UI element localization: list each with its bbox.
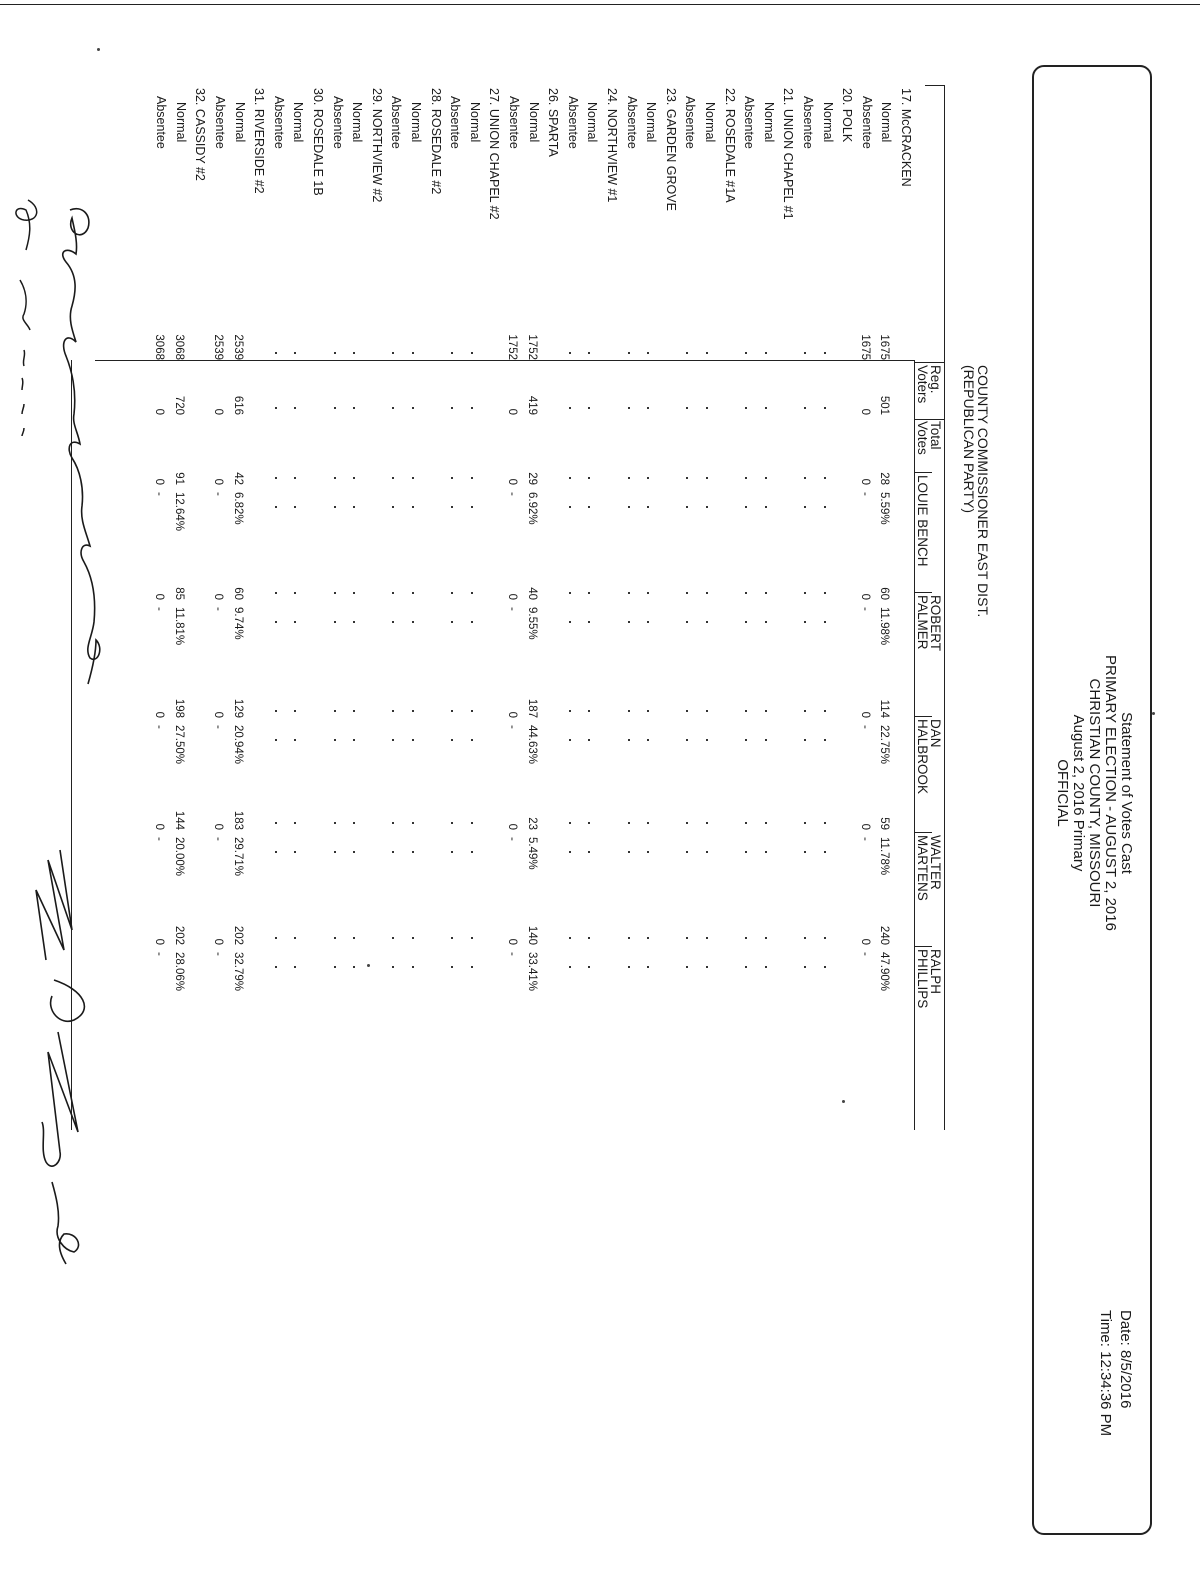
total-votes-cell: 616	[231, 395, 244, 415]
candidate-votes-cell: 183	[231, 810, 244, 830]
candidate-percent-cell: -	[506, 725, 518, 729]
candidate-percent-cell: -	[212, 952, 224, 956]
candidate-percent-cell: 11.98%	[878, 607, 891, 646]
candidate-votes-cell: 240	[878, 925, 891, 945]
candidate-percent-cell: 5.59%	[878, 492, 891, 525]
candidate-votes-cell: 0	[153, 938, 166, 945]
header-total-line1: Total	[928, 421, 943, 450]
candidate-percent-cell: 20.94%	[231, 725, 244, 765]
candidate-votes-cell: 0	[858, 711, 871, 718]
candidate-votes-cell: 85	[172, 587, 185, 600]
row-label-normal: Normal	[350, 102, 365, 143]
reg-voters-cell: 1752	[506, 334, 518, 360]
row-label-normal: Normal	[409, 102, 423, 143]
candidate-votes-cell: 59	[878, 817, 891, 830]
total-votes-cell: 720	[172, 395, 185, 415]
header-candidate-0-line0: LOUIE BENCH	[915, 475, 930, 567]
candidate-percent-cell: -	[506, 837, 518, 841]
candidate-percent-cell: -	[153, 837, 166, 841]
candidate-votes-cell: 28	[878, 472, 891, 485]
row-label-precinct: 29. NORTHVIEW #2	[369, 88, 384, 203]
candidate-votes-cell: 0	[506, 478, 518, 485]
candidate-percent-cell: -	[506, 492, 518, 496]
reg-voters-cell: 2539	[212, 334, 224, 360]
row-label-normal: Normal	[820, 102, 835, 143]
candidate-votes-cell: 0	[153, 823, 166, 830]
candidate-votes-cell: 202	[172, 925, 185, 945]
signature-3	[36, 850, 84, 1264]
candidate-percent-cell: -	[153, 607, 166, 611]
row-label-absentee: Absentee	[330, 96, 345, 149]
candidate-percent-cell: -	[212, 837, 224, 841]
row-label-absentee: Absentee	[801, 96, 815, 149]
row-label-normal: Normal	[761, 102, 776, 143]
row-label-absentee: Absentee	[742, 96, 757, 149]
reg-voters-cell: 2539	[231, 334, 244, 360]
row-label-absentee: Absentee	[154, 96, 169, 149]
candidate-percent-cell: 6.82%	[231, 492, 244, 525]
candidate-votes-cell: 0	[858, 593, 871, 600]
row-label-absentee: Absentee	[859, 96, 874, 149]
candidate-votes-cell: 60	[231, 587, 244, 600]
header-total-line2: Votes	[915, 421, 930, 455]
candidate-percent-cell: 47.90%	[878, 952, 891, 992]
total-votes-cell: 0	[858, 408, 871, 415]
report-date: Date: 8/5/2016	[1117, 1310, 1134, 1409]
row-label-precinct: 32. CASSIDY #2	[193, 88, 208, 181]
candidate-percent-cell: -	[858, 725, 871, 729]
header-reg-line1: Reg.	[928, 365, 943, 394]
candidate-percent-cell: -	[153, 492, 166, 496]
candidate-percent-cell: 12.64%	[172, 492, 185, 532]
report-time: Time: 12:34:36 PM	[1097, 1310, 1114, 1437]
candidate-percent-cell: 44.63%	[525, 725, 538, 765]
row-label-normal: Normal	[232, 102, 247, 143]
candidate-votes-cell: 29	[525, 472, 538, 485]
reg-voters-cell: 1675	[878, 334, 891, 360]
row-label-normal: Normal	[467, 102, 482, 143]
header-candidate-2-line1: HALBROOK	[915, 719, 930, 795]
candidate-votes-cell: 144	[172, 810, 185, 830]
candidate-percent-cell: 9.74%	[231, 607, 244, 640]
row-label-normal: Normal	[173, 102, 188, 143]
candidate-percent-cell: 11.81%	[172, 607, 185, 646]
candidate-votes-cell: 40	[525, 587, 538, 600]
candidate-votes-cell: 0	[212, 823, 224, 830]
header-candidate-1-line0: ROBERT	[928, 595, 943, 652]
total-votes-cell: 419	[525, 395, 538, 415]
reg-voters-cell: 1752	[525, 334, 538, 360]
candidate-votes-cell: 0	[506, 711, 518, 718]
row-label-absentee: Absentee	[624, 96, 639, 149]
candidate-votes-cell: 0	[858, 938, 871, 945]
candidate-votes-cell: 42	[231, 472, 244, 485]
row-label-absentee: Absentee	[448, 96, 463, 149]
candidate-percent-cell: 11.78%	[878, 837, 891, 876]
candidate-percent-cell: 6.92%	[525, 492, 538, 525]
candidate-votes-cell: 0	[858, 823, 871, 830]
candidate-votes-cell: 60	[878, 587, 891, 600]
row-label-normal: Normal	[879, 102, 894, 143]
candidate-votes-cell: 0	[212, 593, 224, 600]
candidate-votes-cell: 0	[212, 711, 224, 718]
election-name: PRIMARY ELECTION - AUGUST 2, 2016	[1102, 655, 1119, 931]
candidate-percent-cell: 32.79%	[231, 952, 244, 992]
candidate-percent-cell: -	[212, 725, 224, 729]
candidate-percent-cell: 27.50%	[172, 725, 185, 765]
row-label-precinct: 22. ROSEDALE #1A	[722, 88, 737, 203]
row-label-precinct: 23. GARDEN GROVE	[663, 88, 678, 211]
row-label-absentee: Absentee	[213, 96, 227, 149]
total-votes-cell: 0	[506, 408, 518, 415]
candidate-votes-cell: 198	[172, 698, 185, 718]
row-label-absentee: Absentee	[565, 96, 580, 149]
row-label-absentee: Absentee	[389, 96, 404, 149]
reg-voters-cell: 3068	[153, 334, 166, 360]
signature-1	[63, 209, 100, 684]
row-label-absentee: Absentee	[507, 96, 521, 149]
candidate-percent-cell: 33.41%	[525, 952, 538, 992]
contest-party: (REPUBLICAN PARTY)	[961, 365, 977, 514]
candidate-percent-cell: 5.49%	[525, 837, 538, 870]
row-label-precinct: 31. RIVERSIDE #2	[252, 88, 267, 194]
row-label-precinct: 26. SPARTA	[546, 88, 561, 157]
signature-2	[16, 200, 37, 436]
row-label-precinct: 24. NORTHVIEW #1	[605, 88, 619, 203]
row-label-normal: Normal	[703, 102, 717, 143]
candidate-votes-cell: 129	[231, 698, 244, 718]
row-label-precinct: 28. ROSEDALE #2	[428, 88, 443, 195]
row-label-absentee: Absentee	[271, 96, 286, 149]
row-label-normal: Normal	[585, 102, 600, 143]
candidate-percent-cell: 29.71%	[231, 837, 244, 877]
row-label-normal: Normal	[526, 102, 541, 143]
election-subtitle: August 2, 2016 Primary	[1070, 714, 1087, 872]
candidate-votes-cell: 0	[858, 478, 871, 485]
header-candidate-4-line1: PHILLIPS	[915, 949, 930, 1009]
total-votes-cell: 501	[878, 395, 891, 415]
candidate-percent-cell: 9.55%	[525, 607, 538, 640]
candidate-votes-cell: 91	[172, 472, 185, 485]
reg-voters-cell: 1675	[858, 334, 871, 360]
candidate-percent-cell: -	[212, 492, 224, 496]
total-votes-cell: 0	[212, 408, 224, 415]
candidate-percent-cell: 20.00%	[172, 837, 185, 877]
header-reg-line2: Voters	[915, 365, 930, 404]
row-label-precinct: 27. UNION CHAPEL #2	[487, 88, 502, 220]
candidate-percent-cell: -	[858, 607, 871, 611]
candidate-votes-cell: 0	[506, 823, 518, 830]
candidate-votes-cell: 0	[153, 711, 166, 718]
candidate-percent-cell: 22.75%	[878, 725, 891, 765]
header-candidate-4-line0: RALPH	[928, 949, 943, 995]
candidate-percent-cell: 28.06%	[172, 952, 185, 992]
candidate-percent-cell: -	[858, 952, 871, 956]
candidate-votes-cell: 0	[506, 938, 518, 945]
official-label: OFFICIAL	[1054, 759, 1071, 827]
candidate-percent-cell: -	[506, 607, 518, 611]
reg-voters-cell: 3068	[172, 334, 185, 360]
candidate-votes-cell: 187	[525, 698, 538, 718]
candidate-votes-cell: 0	[153, 478, 166, 485]
candidate-votes-cell: 0	[506, 593, 518, 600]
candidate-percent-cell: -	[212, 607, 224, 611]
candidate-votes-cell: 0	[153, 593, 166, 600]
total-votes-cell: 0	[153, 408, 166, 415]
candidate-votes-cell: 0	[212, 938, 224, 945]
row-label-precinct: 30. ROSEDALE 1B	[311, 88, 325, 196]
row-label-precinct: 20. POLK	[840, 88, 855, 143]
row-label-normal: Normal	[644, 102, 659, 143]
header-candidate-2-line0: DAN	[928, 719, 943, 748]
row-label-normal: Normal	[291, 102, 306, 143]
candidate-percent-cell: -	[858, 492, 871, 496]
row-label-absentee: Absentee	[683, 96, 698, 149]
header-candidate-3-line1: MARTENS	[915, 835, 930, 901]
candidate-percent-cell: -	[153, 952, 166, 956]
row-label-precinct: 17. McCRACKEN	[899, 88, 913, 187]
contest-title: COUNTY COMMISSIONER EAST DIST.	[975, 365, 991, 618]
candidate-votes-cell: 0	[212, 478, 224, 485]
candidate-percent-cell: -	[153, 725, 166, 729]
candidate-percent-cell: -	[858, 837, 871, 841]
report-title: Statement of Votes Cast	[1118, 712, 1135, 874]
candidate-votes-cell: 140	[525, 925, 538, 945]
header-candidate-3-line0: WALTER	[928, 835, 943, 890]
row-label-precinct: 21. UNION CHAPEL #1	[781, 88, 796, 220]
candidate-votes-cell: 202	[231, 925, 244, 945]
candidate-votes-cell: 23	[525, 817, 538, 830]
candidate-percent-cell: -	[506, 952, 518, 956]
candidate-votes-cell: 114	[878, 699, 891, 718]
header-candidate-1-line1: PALMER	[915, 595, 930, 650]
county-name: CHRISTIAN COUNTY, MISSOURI	[1086, 678, 1103, 908]
